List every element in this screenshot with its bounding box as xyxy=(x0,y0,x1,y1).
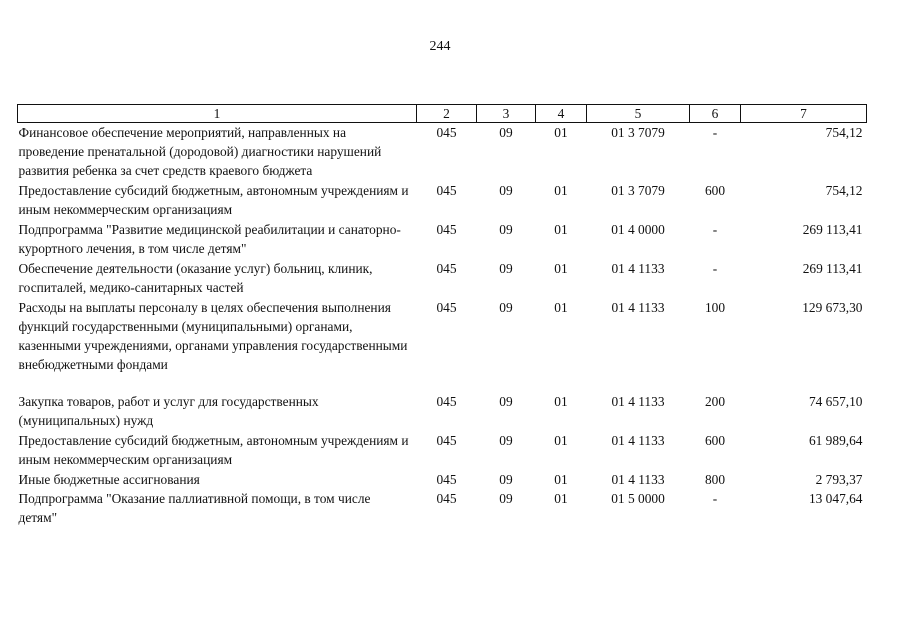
row-expense-type: 600 xyxy=(704,433,726,448)
table-row xyxy=(18,181,867,220)
row-subsection: 01 xyxy=(554,261,568,276)
row-subsection: 01 xyxy=(554,472,568,487)
row-grbs: 045 xyxy=(436,183,457,198)
row-grbs: 045 xyxy=(436,491,457,506)
row-name: Финансовое обеспечение мероприятий, направленных на проведение пренатальной (дородовой) диагностики нарушений развития ребенка за счет средств краевого бюджета xyxy=(18,125,382,178)
row-grbs: 045 xyxy=(436,394,457,409)
row-name: Подпрограмма "Оказание паллиативной помощи, в том числе детям" xyxy=(18,491,371,525)
table-row xyxy=(18,298,867,375)
row-spacer xyxy=(18,375,867,392)
row-sum: 2 793,37 xyxy=(815,472,863,487)
row-target-code: 01 4 1133 xyxy=(611,261,665,276)
row-section: 09 xyxy=(499,261,513,276)
row-target-code: 01 4 1133 xyxy=(611,394,665,409)
budget-table xyxy=(17,104,867,528)
row-section: 09 xyxy=(499,222,513,237)
row-section: 09 xyxy=(499,491,513,506)
column-header-6: 6 xyxy=(690,105,741,123)
row-section: 09 xyxy=(499,183,513,198)
row-target-code: 01 3 7079 xyxy=(611,183,665,198)
table-row xyxy=(18,220,867,259)
row-expense-type: - xyxy=(712,222,718,237)
row-sum: 269 113,41 xyxy=(802,222,863,237)
row-expense-type: 800 xyxy=(704,472,726,487)
row-sum: 61 989,64 xyxy=(808,433,863,448)
row-section: 09 xyxy=(499,472,513,487)
row-subsection: 01 xyxy=(554,491,568,506)
row-subsection: 01 xyxy=(554,125,568,140)
row-name: Закупка товаров, работ и услуг для государственных (муниципальных) нужд xyxy=(18,394,319,428)
row-sum: 269 113,41 xyxy=(802,261,863,276)
column-header-4: 4 xyxy=(536,105,587,123)
row-section: 09 xyxy=(499,125,513,140)
row-sum: 754,12 xyxy=(825,125,863,140)
row-target-code: 01 4 1133 xyxy=(611,300,665,315)
row-target-code: 01 4 0000 xyxy=(611,222,665,237)
column-header-3: 3 xyxy=(477,105,536,123)
row-expense-type: 600 xyxy=(704,183,726,198)
row-expense-type: - xyxy=(712,125,718,140)
row-section: 09 xyxy=(499,433,513,448)
row-target-code: 01 3 7079 xyxy=(611,125,665,140)
row-sum: 129 673,30 xyxy=(802,300,863,315)
row-sum: 74 657,10 xyxy=(808,394,863,409)
row-name: Предоставление субсидий бюджетным, автономным учреждениям и иным некоммерческим организациям xyxy=(18,183,409,217)
row-name: Предоставление субсидий бюджетным, автономным учреждениям и иным некоммерческим организациям xyxy=(18,433,409,467)
row-section: 09 xyxy=(499,394,513,409)
row-subsection: 01 xyxy=(554,394,568,409)
row-sum: 754,12 xyxy=(825,183,863,198)
row-subsection: 01 xyxy=(554,222,568,237)
table-row xyxy=(18,259,867,298)
row-section: 09 xyxy=(499,300,513,315)
row-subsection: 01 xyxy=(554,300,568,315)
row-name: Обеспечение деятельности (оказание услуг) больниц, клиник, госпиталей, медико-санитарных частей xyxy=(18,261,373,295)
row-name: Подпрограмма "Развитие медицинской реабилитации и санаторно-курортного лечения, в том числе детям" xyxy=(18,222,401,256)
column-header-row xyxy=(18,105,867,123)
row-subsection: 01 xyxy=(554,183,568,198)
row-subsection: 01 xyxy=(554,433,568,448)
column-header-5: 5 xyxy=(587,105,690,123)
table-row xyxy=(18,489,867,528)
row-target-code: 01 5 0000 xyxy=(611,491,665,506)
row-name: Расходы на выплаты персоналу в целях обеспечения выполнения функций государственными (муниципальными) органами, казенными учреждениями, органами управления государственными внебюджетными фондами xyxy=(18,300,408,372)
page-number: 244 xyxy=(429,39,451,54)
table-row xyxy=(18,431,867,470)
row-expense-type: 200 xyxy=(704,394,726,409)
row-grbs: 045 xyxy=(436,300,457,315)
row-sum: 13 047,64 xyxy=(808,491,863,506)
table-row xyxy=(18,123,867,182)
row-name: Иные бюджетные ассигнования xyxy=(18,472,200,487)
row-grbs: 045 xyxy=(436,261,457,276)
row-target-code: 01 4 1133 xyxy=(611,433,665,448)
row-expense-type: 100 xyxy=(704,300,726,315)
table-row xyxy=(18,470,867,489)
row-expense-type: - xyxy=(712,261,718,276)
row-expense-type: - xyxy=(712,491,718,506)
row-grbs: 045 xyxy=(436,125,457,140)
table-row xyxy=(18,392,867,431)
column-header-2: 2 xyxy=(417,105,477,123)
column-header-1: 1 xyxy=(18,105,417,123)
column-header-7: 7 xyxy=(741,105,867,123)
row-grbs: 045 xyxy=(436,472,457,487)
row-target-code: 01 4 1133 xyxy=(611,472,665,487)
row-grbs: 045 xyxy=(436,433,457,448)
row-grbs: 045 xyxy=(436,222,457,237)
